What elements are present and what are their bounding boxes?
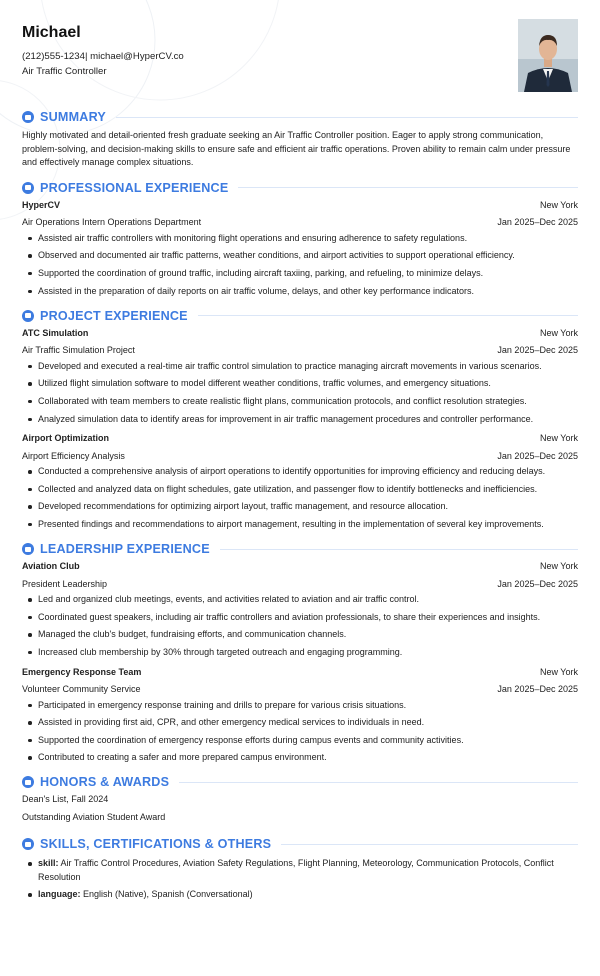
leadership-entry (22, 558, 578, 659)
summary-section-header (22, 108, 578, 126)
section-divider (220, 549, 578, 550)
role: Air Operations Intern Operations Department (22, 217, 202, 228)
bullet-item: Analyzed simulation data to identify areas for improvement in air traffic management procedures and controller performance. (22, 413, 578, 426)
bullet-item: Contributed to creating a safer and more prepared campus environment. (22, 751, 578, 764)
section-title: PROJECT EXPERIENCE (40, 308, 188, 323)
person-portrait-icon (518, 19, 578, 92)
dates: Jan 2025–Dec 2025 (497, 217, 578, 228)
summary-text: Highly motivated and detail-oriented fresh graduate seeking an Air Traffic Controller position. Eager to apply strong communication, problem-solving, and decision-making skills to ensure safe and efficient air traffic operations. Proven ability to remain calm under pressure and effectively manage complex situations. (22, 130, 571, 168)
section-title: SUMMARY (40, 110, 106, 124)
section-title: SKILLS, CERTIFICATIONS & OTHERS (40, 837, 272, 852)
experience-section-header (22, 179, 578, 197)
language-item (22, 888, 578, 901)
bullet-list (22, 360, 578, 426)
organization: Aviation Club (22, 561, 80, 572)
project-entry (22, 430, 578, 531)
bullet-list (22, 465, 578, 531)
bullet-item: Assisted air traffic controllers with monitoring flight operations and ensuring adherence to safety regulations. (22, 232, 578, 245)
entry-title-row (22, 197, 578, 215)
bullet-item: Supported the coordination of ground traffic, including aircraft taxiing, parking, and refueling, to minimize delays. (22, 267, 578, 280)
location: New York (539, 561, 578, 572)
dates: Jan 2025–Dec 2025 (497, 345, 578, 356)
dates: Jan 2025–Dec 2025 (497, 450, 578, 461)
project-icon (22, 310, 34, 322)
section-title: HONORS & AWARDS (40, 775, 170, 790)
bullet-item: Developed recommendations for optimizing airport layout, traffic management, and resource allocation. (22, 500, 578, 513)
award-icon (22, 776, 34, 788)
honor-item: Dean's List, Fall 2024 (22, 794, 109, 805)
skill-item (22, 857, 578, 883)
entry-role-row (22, 681, 578, 699)
flag-icon (22, 543, 34, 555)
dates: Jan 2025–Dec 2025 (497, 578, 578, 589)
organization: ATC Simulation (22, 327, 89, 338)
bullet-list (22, 593, 578, 659)
job-title: Air Traffic Controller (22, 66, 107, 77)
section-title: LEADERSHIP EXPERIENCE (40, 542, 210, 557)
language-label: language: (38, 889, 81, 900)
bullet-item: Utilized flight simulation software to model different weather conditions, traffic volumes, and emergency situations. (22, 377, 578, 390)
contact-line: (212)555-1234| michael@HyperCV.co (22, 51, 184, 62)
profile-photo (518, 19, 578, 92)
entry-role-row (22, 576, 578, 594)
leadership-section-header (22, 540, 578, 558)
bullet-item: Led and organized club meetings, events, and activities related to aviation and air traffic control. (22, 593, 578, 606)
entry-title-row (22, 558, 578, 576)
bullet-item: Increased club membership by 30% through targeted outreach and engaging programming. (22, 646, 578, 659)
location: New York (539, 666, 578, 677)
skill-value: Air Traffic Control Procedures, Aviation Safety Regulations, Flight Planning, Meteorology, Communication Protocols, Conflict Resolution (38, 858, 554, 882)
skill-label: skill: (38, 858, 59, 869)
bullet-item: Developed and executed a real-time air traffic control simulation to practice managing aircraft movements in various scenarios. (22, 360, 578, 373)
organization: Emergency Response Team (22, 666, 142, 677)
dates: Jan 2025–Dec 2025 (497, 684, 578, 694)
project-entry (22, 325, 578, 426)
section-divider (179, 782, 578, 783)
summary-icon (22, 111, 34, 123)
phone: (212)555-1234 (22, 51, 85, 62)
resume-header (22, 0, 578, 100)
honor-item: Outstanding Aviation Student Award (22, 811, 166, 822)
entry-role-row (22, 448, 578, 466)
grid-icon (22, 838, 34, 850)
bullet-item: Supported the coordination of emergency response efforts during campus events and community activities. (22, 734, 578, 747)
bullet-list (22, 232, 578, 298)
honors-section-header (22, 773, 578, 791)
section-divider (281, 844, 578, 845)
bullet-item: Presented findings and recommendations to airport management, resulting in the implementation of several key improvements. (22, 518, 578, 531)
role: Air Traffic Simulation Project (22, 345, 135, 356)
entry-role-row (22, 214, 578, 232)
organization: HyperCV (22, 199, 61, 210)
bullet-item: Conducted a comprehensive analysis of airport operations to identify opportunities for improving efficiency and reducing delays. (22, 465, 578, 478)
resume-page (22, 0, 578, 906)
section-divider (198, 315, 578, 316)
bullet-item: Collected and analyzed data on flight schedules, gate utilization, and passenger flow to identify bottlenecks and inefficiencies. (22, 483, 578, 496)
section-title: PROFESSIONAL EXPERIENCE (40, 180, 229, 195)
bullet-item: Managed the club's budget, fundraising efforts, and communication channels. (22, 628, 578, 641)
language-value: English (Native), Spanish (Conversational) (83, 889, 253, 900)
entry-title-row (22, 325, 578, 343)
organization: Airport Optimization (22, 433, 109, 444)
projects-section-header (22, 307, 578, 325)
briefcase-icon (22, 182, 34, 194)
section-divider (116, 117, 578, 118)
leadership-entry (22, 664, 578, 765)
bullet-item: Participated in emergency response training and drills to prepare for various crisis situations. (22, 699, 578, 712)
bullet-item: Assisted in the preparation of daily reports on air traffic volume, delays, and other key performance indicators. (22, 285, 578, 298)
email: michael@HyperCV.co (90, 51, 184, 62)
role: Airport Efficiency Analysis (22, 450, 125, 461)
entry-role-row (22, 342, 578, 360)
bullet-item: Collaborated with team members to create realistic flight plans, communication protocols, and conflict resolution strategies. (22, 395, 578, 408)
location: New York (539, 199, 578, 210)
bullet-item: Assisted in providing first aid, CPR, and other emergency medical services to individuals in need. (22, 716, 578, 729)
experience-entry (22, 197, 578, 298)
skills-section-header (22, 835, 578, 853)
bullet-list (22, 699, 578, 765)
role: President Leadership (22, 578, 108, 589)
candidate-name: Michael (22, 24, 81, 41)
entry-title-row (22, 664, 578, 682)
entry-title-row (22, 430, 578, 448)
role: Volunteer Community Service (22, 684, 141, 694)
bullet-item: Observed and documented air traffic patterns, weather conditions, and airport activities to support operational efficiency. (22, 249, 578, 262)
section-divider (238, 187, 578, 188)
skills-list (22, 857, 578, 901)
bullet-item: Coordinated guest speakers, including air traffic controllers and aviation professionals, to share their experiences and insights. (22, 611, 578, 624)
location: New York (539, 327, 578, 338)
location: New York (539, 433, 578, 444)
